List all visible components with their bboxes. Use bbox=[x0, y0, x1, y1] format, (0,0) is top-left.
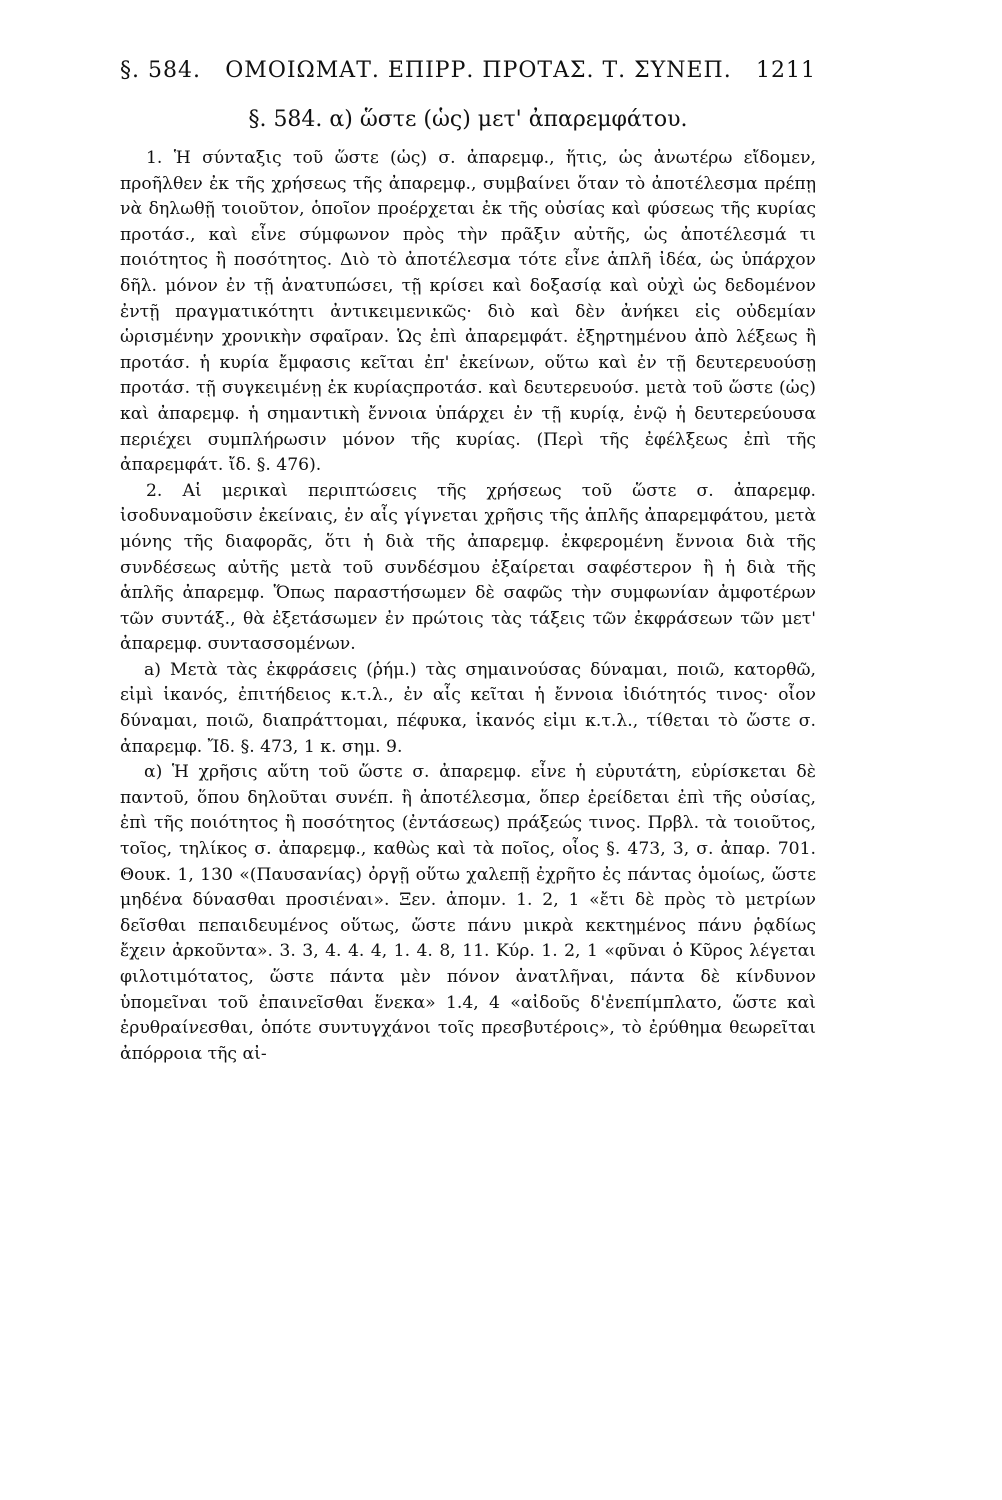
running-header bbox=[120, 58, 816, 83]
paragraph-a: a) Μετὰ τὰς ἐκφράσεις (ῥήμ.) τὰς σημαινούσας δύναμαι, ποιῶ, κατορθῶ, εἰμὶ ἱκανός, ἐπιτήδειος κ.τ.λ., ἐν αἷς κεῖται ἡ ἔννοια ἰδιότητός τινος· οἷον δύναμαι, ποιῶ, διαπράττομαι, πέφυκα, ἱκανός εἰμι κ.τ.λ., τίθεται τὸ ὥστε σ. ἀπαρεμφ. Ἴδ. §. 473, 1 κ. σημ. 9. bbox=[120, 659, 816, 757]
paragraph-2: 2. Αἱ μερικαὶ περιπτώσεις τῆς χρήσεως τοῦ ὥστε σ. ἀπαρεμφ. ἰσοδυναμοῦσιν ἐκείναις, ἐν αἷς γίγνεται χρῆσις τῆς ἁπλῆς ἀπαρεμφάτου, μετὰ μόνης τῆς διαφορᾶς, ὅτι ἡ διὰ τῆς ἀπαρεμφ. ἐκφερομένη ἔννοια διὰ τῆς συνδέσεως αὐτῆς μετὰ τοῦ συνδέσμου ἐξαίρεται σαφέστερον ἢ ἡ διὰ τῆς ἁπλῆς ἀπαρεμφ. Ὅπως παραστήσωμεν δὲ σαφῶς τὴν συμφωνίαν ἀμφοτέρων τῶν συντάξ., θὰ ἐξετάσωμεν ἐν πρώτοις τὰς τάξεις τῶν ἐκφράσεων τῶν μετ' ἀπαρεμφ. συντασσομένων. bbox=[120, 480, 816, 655]
header-section-ref: §. 584. bbox=[120, 58, 201, 83]
page-number: 1211 bbox=[756, 58, 816, 83]
header-title: ΟΜΟΙΩΜΑΤ. ΕΠΙΡΡ. ΠΡΟΤΑΣ. Τ. ΣΥΝΕΠ. bbox=[225, 58, 732, 83]
body-text bbox=[120, 146, 816, 1067]
paragraph-alpha: α) Ἡ χρῆσις αὕτη τοῦ ὥστε σ. ἀπαρεμφ. εἶνε ἡ εὐρυτάτη, εὑρίσκεται δὲ παντοῦ, ὅπου δηλοῦται συνέπ. ἢ ἀποτέλεσμα, ὅπερ ἐρείδεται ἐπὶ τῆς οὐσίας, ἐπὶ τῆς ποιότητος ἢ ποσότητος (ἐντάσεως) πράξεώς τινος. Πρβλ. τὰ τοιοῦτος, τοῖος, τηλίκος σ. ἀπαρεμφ., καθὼς καὶ τὰ ποῖος, οἷος §. 473, 3, σ. ἀπαρ. 701. Θουκ. 1, 130 «(Παυσανίας) ὀργῇ οὕτω χαλεπῇ ἐχρῆτο ἐς πάντας ὁμοίως, ὥστε μηδένα δύνασθαι προσιέναι». Ξεν. ἀπομν. 1. 2, 1 «ἔτι δὲ πρὸς τὸ μετρίων δεῖσθαι πεπαιδευμένος οὕτως, ὥστε πάνυ μικρὰ κεκτημένος πάνυ ῥᾳδίως ἔχειν ἀρκοῦντα». 3. 3, 4. 4. 4, 1. 4. 8, 11. Κύρ. 1. 2, 1 «φῦναι ὁ Κῦρος λέγεται φιλοτιμότατος, ὥστε πάντα μὲν πόνον ἀνατλῆναι, πάντα δὲ κίνδυνον ὑπομεῖναι τοῦ ἐπαινεῖσθαι ἕνεκα» 1.4, 4 «αἰδοῦς δ'ἐνεπίμπλατο, ὥστε καὶ ἐρυθραίνεσθαι, ὁπότε συντυγχάνοι τοῖς πρεσβυτέροις», τὸ ἐρύθημα θεωρεῖται ἀπόρροια τῆς αἰ- bbox=[120, 762, 816, 1064]
paragraph-1: 1. Ἡ σύνταξις τοῦ ὥστε (ὡς) σ. ἀπαρεμφ., ἥτις, ὡς ἀνωτέρω εἴδομεν, προῆλθεν ἐκ τῆς χρήσεως τῆς ἀπαρεμφ., συμβαίνει ὅταν τὸ ἀποτέλεσμα πρέπῃ νὰ δηλωθῇ τοιοῦτον, ὁποῖον προέρχεται ἐκ τῆς οὐσίας καὶ φύσεως τῆς κυρίας προτάσ., καὶ εἶνε σύμφωνον πρὸς τὴν πρᾶξιν αὐτῆς, ὡς ἀποτέλεσμά τι ποιότητος ἢ ποσότητος. Διὸ τὸ ἀποτέλεσμα τότε εἶνε ἁπλῆ ἰδέα, ὡς ὑπάρχον δῆλ. μόνον ἐν τῇ ἀνατυπώσει, τῇ κρίσει καὶ δοξασίᾳ καὶ οὐχὶ ὡς δεδομένον ἐντῇ πραγματικότητι ἀντικειμενικῶς· διὸ καὶ δὲν ἀνήκει εἰς οὐδεμίαν ὡρισμένην χρονικὴν σφαῖραν. Ὡς ἐπὶ ἀπαρεμφάτ. ἐξηρτημένου ἀπὸ λέξεως ἢ προτάσ. ἡ κυρία ἔμφασις κεῖται ἐπ' ἐκείνων, οὕτω καὶ ἐν τῇ δευτερευούσῃ προτάσ. τῇ συγκειμένῃ ἐκ κυρίαςπροτάσ. καὶ δευτερευούσ. μετὰ τοῦ ὥστε (ὡς) καὶ ἀπαρεμφ. ἡ σημαντικὴ ἔννοια ὑπάρχει ἐν τῇ κυρίᾳ, ἐνῷ ἡ δευτερεύουσα περιέχει συμπλήρωσιν μόνον τῆς κυρίας. (Περὶ τῆς ἐφέλξεως ἐπὶ τῆς ἀπαρεμφάτ. ἴδ. §. 476). bbox=[120, 148, 816, 476]
section-heading: §. 584. α) ὥστε (ὡς) μετ' ἀπαρεμφάτου. bbox=[248, 107, 688, 132]
